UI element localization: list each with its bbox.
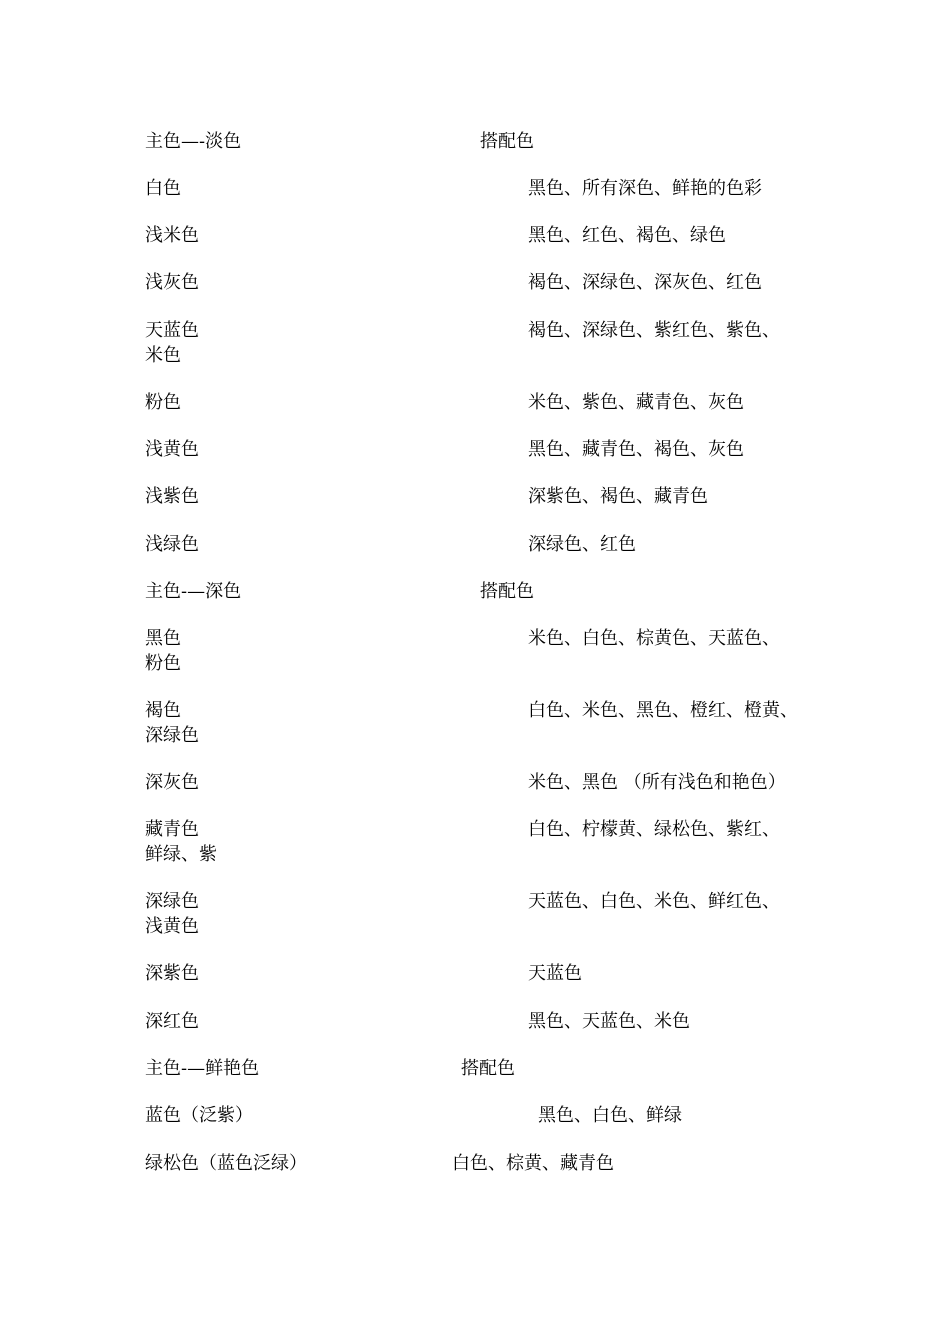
section-2-header-match: 搭配色 — [480, 581, 534, 602]
row-color: 天蓝色 — [145, 320, 199, 341]
row-color: 浅灰色 — [145, 272, 199, 293]
row-match: 米色、黑色 （所有浅色和艳色） — [528, 772, 786, 793]
row-match-wrap: 鲜绿、紫 — [145, 844, 217, 865]
row-match: 天蓝色 — [528, 963, 582, 984]
row-color: 深灰色 — [145, 772, 199, 793]
row-match-wrap: 粉色 — [145, 653, 181, 674]
row-match: 黑色、藏青色、褐色、灰色 — [528, 439, 744, 460]
section-1-header-main: 主色—-淡色 — [145, 131, 242, 152]
row-color: 绿松色（蓝色泛绿） — [145, 1153, 307, 1174]
row-color: 粉色 — [145, 392, 181, 413]
row-match: 白色、米色、黑色、橙红、橙黄、 — [528, 700, 798, 721]
row-color: 褐色 — [145, 700, 181, 721]
row-color: 深绿色 — [145, 891, 199, 912]
row-color: 浅黄色 — [145, 439, 199, 460]
row-match: 黑色、红色、褐色、绿色 — [528, 225, 726, 246]
row-match: 深绿色、红色 — [528, 534, 636, 555]
row-match: 深紫色、褐色、藏青色 — [528, 486, 708, 507]
section-2-header-main: 主色-—深色 — [145, 581, 242, 602]
row-color: 浅绿色 — [145, 534, 199, 555]
row-match: 米色、紫色、藏青色、灰色 — [528, 392, 744, 413]
row-match-wrap: 深绿色 — [145, 725, 199, 746]
row-color: 深红色 — [145, 1011, 199, 1032]
row-match: 黑色、天蓝色、米色 — [528, 1011, 690, 1032]
row-match: 白色、棕黄、藏青色 — [452, 1153, 614, 1174]
row-match: 黑色、所有深色、鲜艳的色彩 — [528, 178, 762, 199]
section-3-header-main: 主色-—鲜艳色 — [145, 1058, 260, 1079]
row-color: 浅米色 — [145, 225, 199, 246]
row-color: 白色 — [145, 178, 181, 199]
row-color: 藏青色 — [145, 819, 199, 840]
row-color: 蓝色（泛紫） — [145, 1105, 253, 1126]
row-match: 褐色、深绿色、深灰色、红色 — [528, 272, 762, 293]
section-1-header-match: 搭配色 — [480, 131, 534, 152]
row-color: 深紫色 — [145, 963, 199, 984]
row-match-wrap: 米色 — [145, 345, 181, 366]
row-match: 白色、柠檬黄、绿松色、紫红、 — [528, 819, 780, 840]
row-match: 天蓝色、白色、米色、鲜红色、 — [528, 891, 780, 912]
row-match: 米色、白色、棕黄色、天蓝色、 — [528, 628, 780, 649]
row-match: 黑色、白色、鲜绿 — [538, 1105, 682, 1126]
row-match: 褐色、深绿色、紫红色、紫色、 — [528, 320, 780, 341]
row-color: 浅紫色 — [145, 486, 199, 507]
section-3-header-match: 搭配色 — [461, 1058, 515, 1079]
row-match-wrap: 浅黄色 — [145, 916, 199, 937]
row-color: 黑色 — [145, 628, 181, 649]
